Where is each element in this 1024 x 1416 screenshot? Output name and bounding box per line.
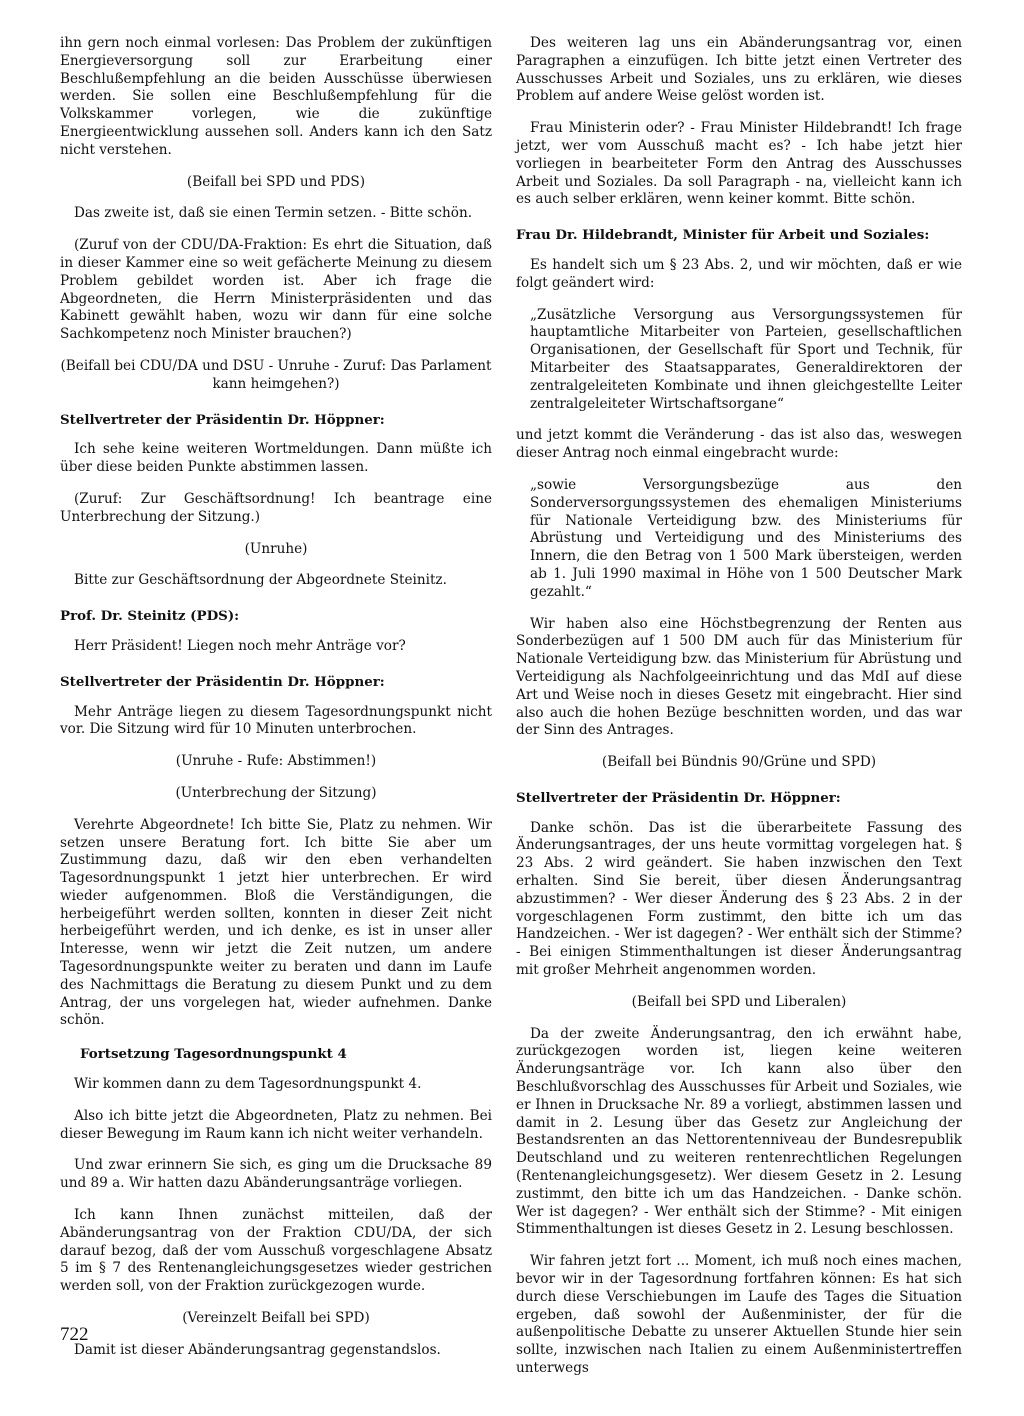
- paragraph: Wir fahren jetzt fort ... Moment, ich muß noch eines machen, bevor wir in der Tagesordnung fortfahren können: Es hat sich durch diese Verschiebungen im Laufe des Tages die Situation ergeben, daß sowohl der Außenminister, der für die außenpolitische Debatte zu unserer Aktuellen Stunde hier sein sollte, inzwischen nach Italien zu einem Außenministertreffen unterwegs: [516, 1253, 962, 1376]
- speaker-heading: Stellvertreter der Präsidentin Dr. Höppner:: [60, 411, 385, 428]
- paragraph: Danke schön. Das ist die überarbeitete Fassung des Änderungsantrages, der uns heute vormittag vorgelegen hat. § 23 Abs. 2 wird geändert. Sie haben inzwischen den Text erhalten. Sind Sie bereit, über diesen Änderungsantrag abzustimmen? - Wer dieser Änderung des § 23 Abs. 2 in der vorgeschlagenen Form zustimmt, den bitte ich um das Handzeichen. - Wer ist dagegen? - Wer enthält sich der Stimme? - Bei einigen Stimmenthaltungen ist dieser Änderungsantrag mit großer Mehrheit angenommen worden.: [516, 819, 962, 979]
- paragraph: Also ich bitte jetzt die Abgeordneten, Platz zu nehmen. Bei dieser Bewegung im Raum kann ich nicht weiter verhandeln.: [60, 1107, 492, 1142]
- agenda-heading: Fortsetzung Tagesordnungspunkt 4: [80, 1046, 347, 1063]
- paragraph: Frau Ministerin oder? - Frau Minister Hildebrandt! Ich frage jetzt, wer vom Ausschuß macht es? - Ich habe jetzt hier vorliegen in bearbeiteter Form den Antrag des Ausschusses Arbeit und Soziales. Da soll Paragraph - na, vielleicht kann ich es auch selber erklären, wenn keiner kommt. Bitte schön.: [516, 120, 962, 208]
- paragraph: Mehr Anträge liegen zu diesem Tagesordnungspunkt nicht vor. Die Sitzung wird für 10 Minuten unterbrochen.: [60, 703, 492, 738]
- paragraph: Des weiteren lag uns ein Abänderungsantrag vor, einen Paragraphen a einzufügen. Ich bitte jetzt einen Vertreter des Ausschusses Arbeit und Soziales, uns zu erklären, wie dieses Problem auf andere Weise gelöst worden ist.: [516, 35, 962, 105]
- interjection: (Zuruf: Zur Geschäftsordnung! Ich beantrage eine Unterbrechung der Sitzung.): [60, 490, 492, 525]
- paragraph: Das zweite ist, daß sie einen Termin setzen. - Bitte schön.: [74, 205, 473, 222]
- paragraph: ihn gern noch einmal vorlesen: Das Problem der zukünftigen Energieversorgung soll zur Erarbeitung einer Beschlußempfehlung an die beiden Ausschüsse überwiesen werden. Sie sollen eine Beschlußempfehlung für die Volkskammer vorlegen, wie die zukünftige Energieentwicklung aussehen soll. Anders kann ich den Satz nicht verstehen.: [60, 35, 492, 158]
- interjection: (Zuruf von der CDU/DA-Fraktion: Es ehrt die Situation, daß in dieser Kammer eine so weit gefächerte Meinung zu diesem Problem gebildet worden ist. Aber ich frage die Abgeordneten, die Herrn Ministerpräsidenten und das Kabinett gewählt haben, wozu wir dann für eine solche Sachkompetenz noch Minister brauchen?): [60, 237, 492, 343]
- left-column: [60, 35, 492, 1374]
- paragraph: Ich sehe keine weiteren Wortmeldungen. Dann müßte ich über diese beiden Punkte abstimmen lassen.: [60, 441, 492, 476]
- speaker-heading: Frau Dr. Hildebrandt, Minister für Arbeit und Soziales:: [516, 227, 930, 244]
- interjection: (Unruhe - Rufe: Abstimmen!): [175, 753, 377, 770]
- page-number: 722: [60, 1324, 89, 1345]
- interjection: (Unruhe): [244, 540, 308, 557]
- interjection: (Beifall bei SPD und PDS): [186, 173, 366, 190]
- paragraph: und jetzt kommt die Veränderung - das ist also das, weswegen dieser Antrag noch einmal eingebracht wurde:: [516, 427, 962, 462]
- right-column: [516, 35, 962, 1392]
- interjection: (Beifall bei SPD und Liberalen): [631, 993, 847, 1010]
- paragraph: Damit ist dieser Abänderungsantrag gegenstandslos.: [74, 1341, 441, 1358]
- speaker-heading: Stellvertreter der Präsidentin Dr. Höppner:: [60, 673, 385, 690]
- paragraph: Es handelt sich um § 23 Abs. 2, und wir möchten, daß er wie folgt geändert wird:: [516, 256, 962, 291]
- paragraph: Da der zweite Änderungsantrag, den ich erwähnt habe, zurückgezogen worden ist, liegen keine weiteren Änderungsanträge vor. Ich kann also über den Beschlußvorschlag des Ausschusses für Arbeit und Soziales, wie er Ihnen in Drucksache Nr. 89 a vorliegt, abstimmen lassen und damit in 2. Lesung über das Gesetz zur Angleichung der Bestandsrenten an das Nettorentenniveau der Bundesrepublik Deutschland und zu weiteren rentenrechtlichen Regelungen (Rentenangleichungsgesetz). Wer diesem Gesetz in 2. Lesung zustimmt, den bitte ich um das Handzeichen. - Danke schön. Wer ist dagegen? - Wer enthält sich der Stimme? - Mit einigen Stimmenthaltungen ist dieses Gesetz in 2. Lesung beschlossen.: [516, 1025, 962, 1238]
- speaker-heading: Prof. Dr. Steinitz (PDS):: [60, 608, 240, 625]
- speaker-heading: Stellvertreter der Präsidentin Dr. Höppner:: [516, 789, 841, 806]
- paragraph: Wir kommen dann zu dem Tagesordnungspunkt 4.: [74, 1076, 422, 1093]
- interjection: (Unterbrechung der Sitzung): [175, 784, 377, 801]
- interjection: (Beifall bei CDU/DA und DSU - Unruhe - Zuruf: Das Parlament kann heimgehen?): [60, 357, 492, 392]
- paragraph: Und zwar erinnern Sie sich, es ging um die Drucksache 89 und 89 a. Wir hatten dazu Abänderungsanträge vorliegen.: [60, 1157, 492, 1192]
- paragraph: Verehrte Abgeordnete! Ich bitte Sie, Platz zu nehmen. Wir setzen unsere Beratung fort. Ich bitte Sie aber um Zustimmung dazu, daß wir den eben verhandelten Tagesordnungspunkt 1 jetzt hier unterbrechen. Er wird wieder aufgenommen. Bloß die Verständigungen, die herbeigeführt werden sollten, konnten in dieser Zeit nicht herbeigeführt werden, und ich denke, es ist in unser aller Interesse, wenn wir jetzt die Zeit nutzen, um andere Tagesordnungspunkte weiter zu beraten und dann im Laufe des Nachmittags die Beratung zu diesem Punkt und zu dem Antrag, der uns vorgelegen hat, wieder aufnehmen. Danke schön.: [60, 816, 492, 1029]
- paragraph: Wir haben also eine Höchstbegrenzung der Renten aus Sonderbezügen auf 1 500 DM auch für das Ministerium für Nationale Verteidigung bzw. das Ministerium für Abrüstung und Verteidigung als Nachfolgeeinrichtung und das MdI auf diese Art und Weise noch in dieses Gesetz mit eingebracht. Hier sind also auch die hohen Bezüge beschnitten worden, und das war der Sinn des Antrages.: [516, 615, 962, 739]
- paragraph: Bitte zur Geschäftsordnung der Abgeordnete Steinitz.: [74, 572, 447, 589]
- interjection: (Beifall bei Bündnis 90/Grüne und SPD): [601, 754, 877, 771]
- paragraph: Ich kann Ihnen zunächst mitteilen, daß der Abänderungsantrag von der Fraktion CDU/DA, der sich darauf bezog, daß der vom Ausschuß vorgeschlagene Absatz 5 im § 7 des Rentenangleichungsgesetzes wieder gestrichen werden soll, von der Fraktion zurückgezogen wurde.: [60, 1207, 492, 1295]
- quoted-text: „Zusätzliche Versorgung aus Versorgungssystemen für hauptamtliche Mitarbeiter von Parteien, gesellschaftlichen Organisationen, der Gesellschaft für Sport und Technik, für Mitarbeiter des Staatsapparates, Generaldirektoren der zentralgeleiteten Kombinate und ihnen gleichgestellte Leiter zentralgeleiteter Wirtschaftsorgane“: [530, 306, 962, 412]
- quoted-text: „sowie Versorgungsbezüge aus den Sonderversorgungssystemen des ehemaligen Ministeriums für Nationale Verteidigung bzw. des Ministeriums für Abrüstung und Verteidigung und des Ministeriums des Innern, die den Betrag von 1 500 Mark übersteigen, werden ab 1. Juli 1990 maximal in Höhe von 1 500 Deutscher Mark gezahlt.“: [530, 476, 962, 600]
- paragraph: Herr Präsident! Liegen noch mehr Anträge vor?: [74, 637, 406, 654]
- interjection: (Vereinzelt Beifall bei SPD): [182, 1310, 370, 1327]
